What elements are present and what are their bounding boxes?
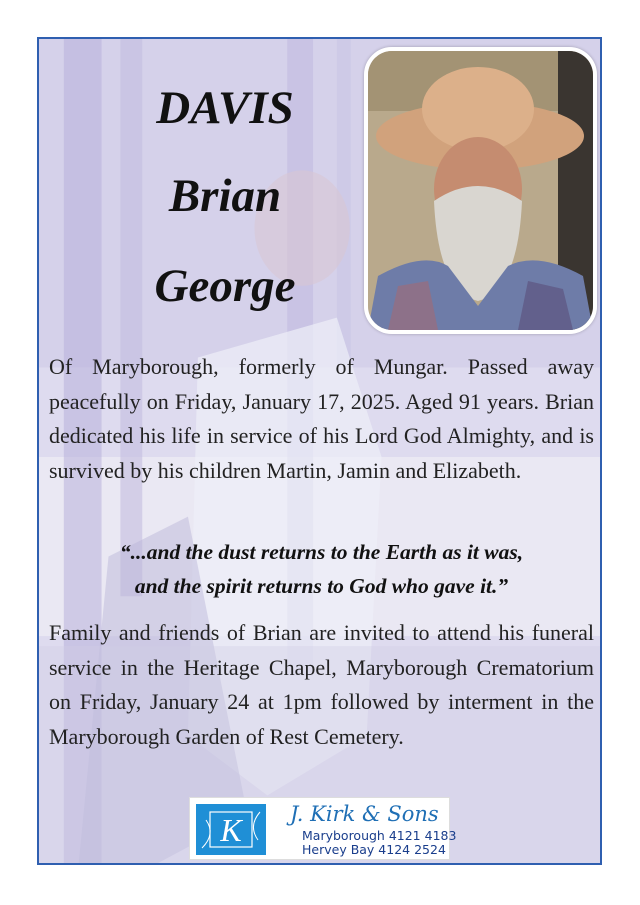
hervey-bay-phone: Hervey Bay 4124 2524	[302, 842, 446, 857]
announcement-text: Of Maryborough, formerly of Mungar. Passed away peacefully on Friday, January 17, 2025. Aged 91 years. Brian dedicated his life in service of his Lord God Almighty, and is survived by his children Martin, Jamin and Elizabeth.	[49, 354, 594, 483]
svg-text:K: K	[220, 812, 242, 848]
quote-line-2: and the spirit returns to God who gave it.”	[134, 574, 509, 598]
portrait-photo	[364, 47, 597, 334]
funeral-details-text: Family and friends of Brian are invited to attend his funeral service in the Heritage Chapel, Maryborough Crematorium on Friday, January 24 at 1pm followed by interment in the Maryborough Garden of Rest Cemetery.	[49, 620, 594, 749]
maryborough-phone: Maryborough 4121 4183	[302, 828, 457, 843]
funeral-director-name: J. Kirk & Sons	[290, 802, 439, 826]
k-monogram-icon	[196, 804, 266, 855]
funeral-director-logo	[189, 797, 457, 860]
surname: DAVIS	[156, 82, 294, 134]
notice-frame	[37, 37, 602, 865]
middle-name: George	[154, 260, 296, 312]
scripture-quote	[49, 535, 594, 603]
first-name: Brian	[168, 170, 282, 222]
quote-line-1: “...and the dust returns to the Earth as it was,	[119, 540, 524, 564]
